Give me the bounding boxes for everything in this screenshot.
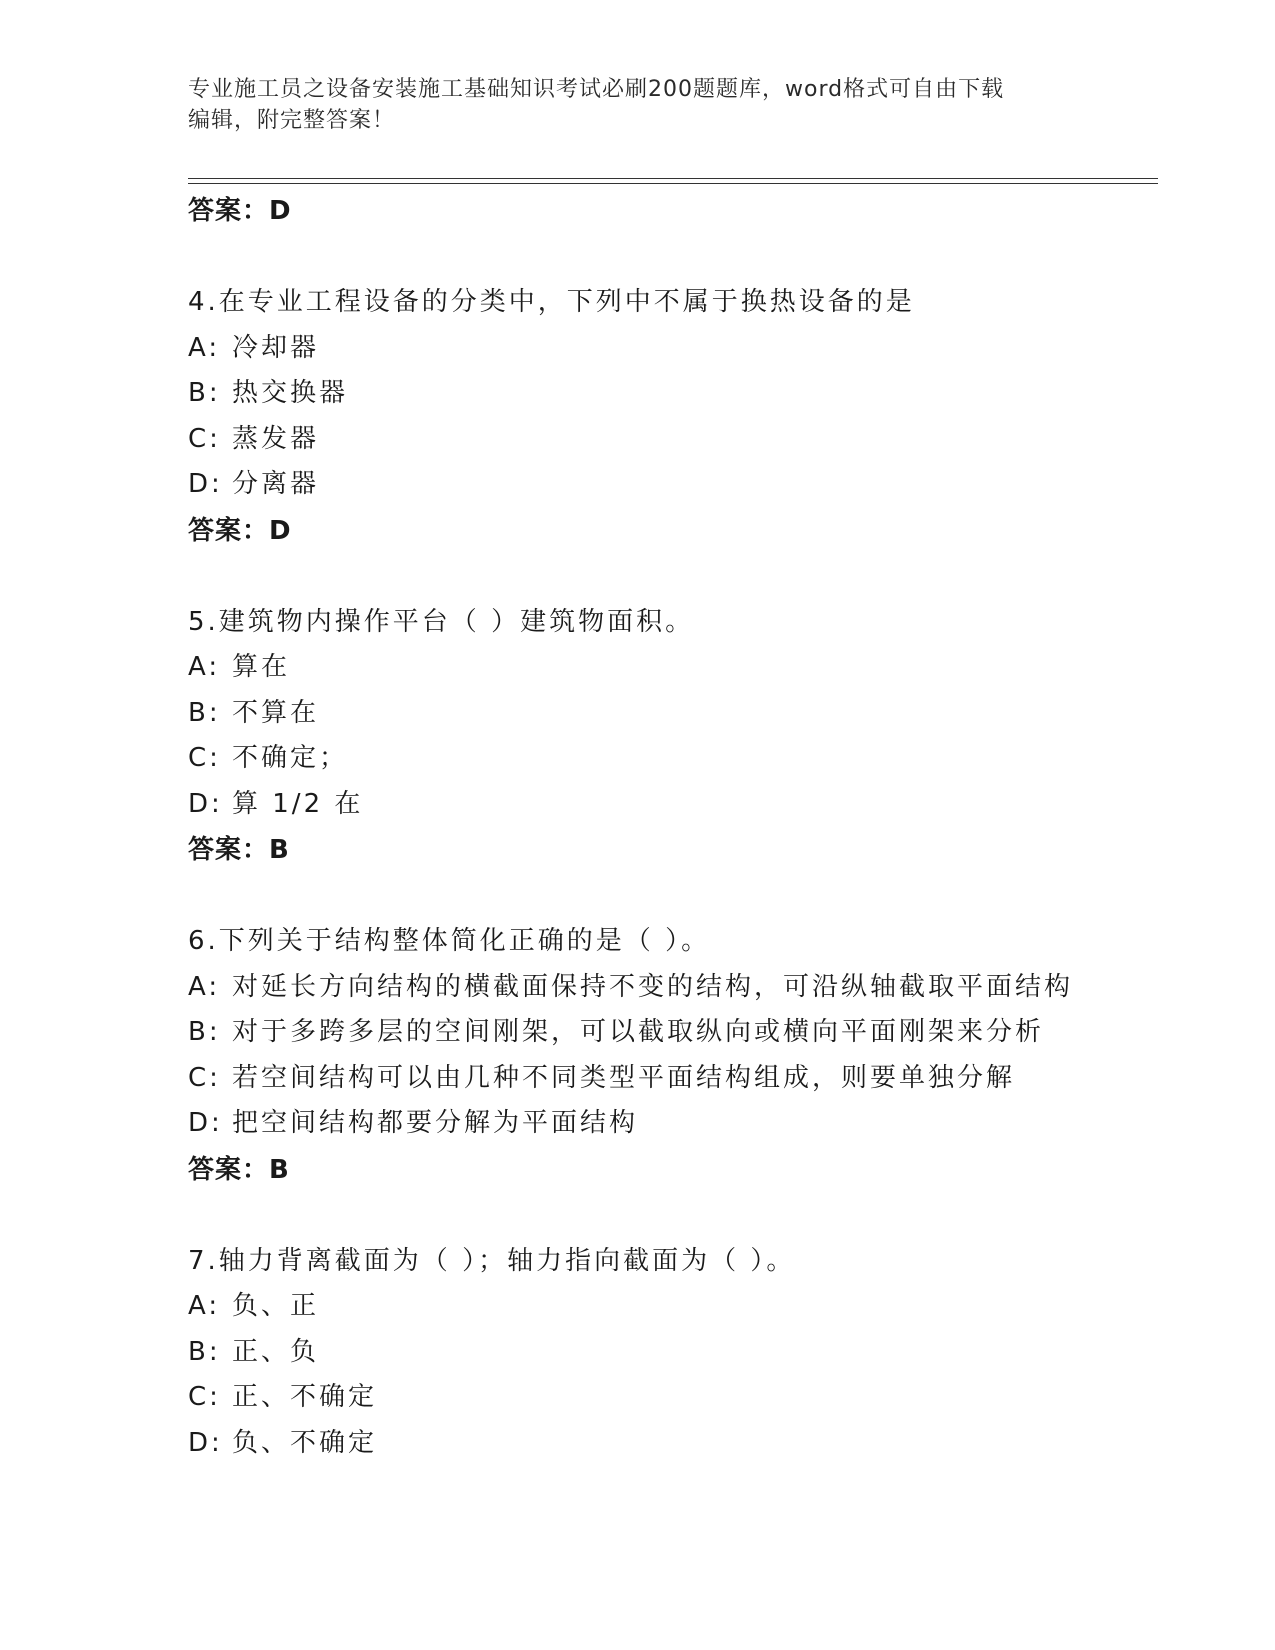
option-text: 分离器 [232, 469, 320, 499]
option-letter: A: [188, 971, 221, 1002]
option-letter: A: [188, 652, 221, 682]
option-c [188, 417, 1148, 463]
question-4 [188, 280, 1148, 554]
option-text: 对于多跨多层的空间刚架，可以截取纵向或横向平面刚架来分析 [232, 1017, 1045, 1047]
question-stem: 5.建筑物内操作平台（ ）建筑物面积。 [188, 606, 695, 637]
option-letter: A: [188, 332, 221, 363]
option-letter: D: [188, 788, 223, 819]
option-a [188, 965, 1148, 1011]
option-c [188, 736, 1148, 782]
option-text: 若空间结构可以由几种不同类型平面结构组成，则要单独分解 [232, 1062, 1016, 1093]
option-b [188, 1330, 1148, 1376]
option-letter: C: [188, 1062, 221, 1093]
question-6 [188, 919, 1148, 1193]
question-stem: 7.轴力背离截面为（ ）；轴力指向截面为（ ）。 [188, 1245, 796, 1276]
question-answer: 答案：B [188, 835, 290, 865]
option-text: 蒸发器 [232, 423, 320, 454]
option-d [188, 1421, 1148, 1467]
option-text: 负、不确定 [232, 1427, 378, 1458]
option-text: 不确定； [232, 743, 349, 773]
question-answer: 答案：D [188, 515, 292, 546]
document-header [188, 74, 1088, 136]
option-letter: D: [188, 1108, 223, 1138]
option-letter: B: [188, 697, 221, 728]
option-b [188, 371, 1148, 417]
option-text: 对延长方向结构的横截面保持不变的结构，可沿纵轴截取平面结构 [232, 971, 1074, 1002]
option-a [188, 1284, 1148, 1330]
option-text: 负、正 [232, 1291, 320, 1321]
question-answer: 答案：B [188, 1154, 290, 1185]
option-text: 把空间结构都要分解为平面结构 [232, 1108, 639, 1138]
option-letter: B: [188, 1017, 221, 1047]
question-7 [188, 1239, 1148, 1467]
option-a [188, 326, 1148, 372]
question-stem: 4.在专业工程设备的分类中，下列中不属于换热设备的是 [188, 287, 915, 317]
option-text: 冷却器 [232, 332, 320, 363]
option-letter: B: [188, 378, 221, 408]
option-text: 算 1/2 在 [232, 788, 364, 819]
option-letter: B: [188, 1336, 221, 1367]
header-title-line2: 编辑，附完整答案！ [188, 108, 396, 133]
previous-answer: 答案：D [188, 196, 292, 226]
option-letter: C: [188, 1382, 221, 1412]
question-5 [188, 600, 1148, 874]
option-letter: A: [188, 1291, 221, 1321]
option-text: 正、负 [232, 1336, 320, 1367]
option-b [188, 1010, 1148, 1056]
option-c [188, 1375, 1148, 1421]
option-d [188, 1101, 1148, 1147]
option-d [188, 782, 1148, 828]
option-text: 热交换器 [232, 378, 349, 408]
question-list [188, 188, 1148, 1466]
option-d [188, 462, 1148, 508]
option-a [188, 645, 1148, 691]
question-stem: 6.下列关于结构整体简化正确的是（ ）。 [188, 926, 711, 956]
option-letter: C: [188, 423, 221, 454]
option-text: 算在 [232, 652, 291, 682]
option-c [188, 1056, 1148, 1102]
option-text: 正、不确定 [232, 1382, 378, 1412]
option-letter: D: [188, 469, 223, 499]
header-title-line1: 专业施工员之设备安装施工基础知识考试必刷200题题库，word格式可自由下载 [188, 77, 1005, 102]
option-text: 不算在 [232, 697, 320, 728]
option-letter: C: [188, 743, 221, 773]
header-divider-top [188, 178, 1158, 179]
header-divider-bottom [188, 183, 1158, 184]
option-b [188, 691, 1148, 737]
option-letter: D: [188, 1427, 223, 1458]
